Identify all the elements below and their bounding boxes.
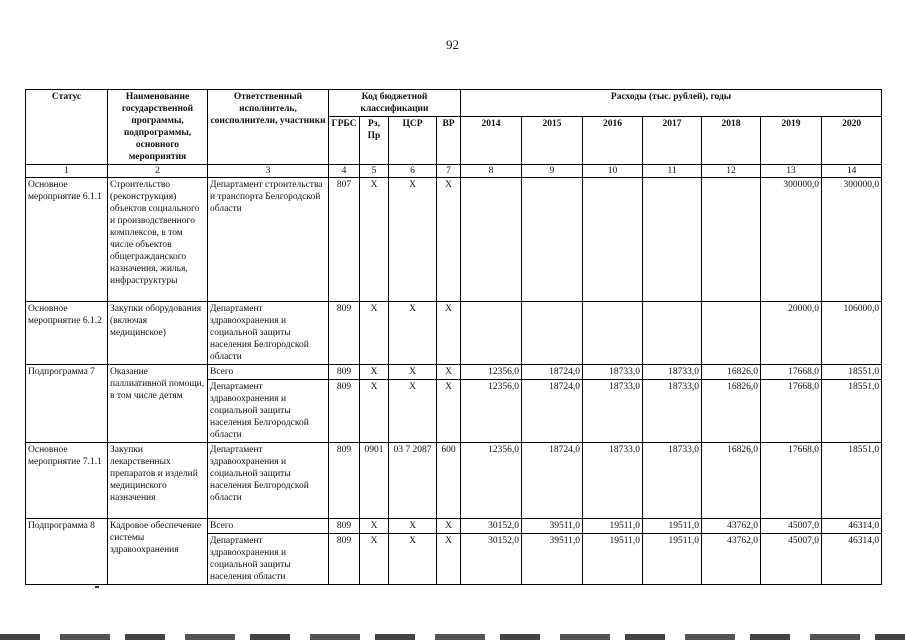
row-csr: X [389, 534, 437, 585]
row-vr: 600 [437, 443, 461, 519]
row-status: Основное мероприятие 6.1.2 [26, 302, 108, 365]
row-grbs: 809 [329, 534, 360, 585]
row-value: 17668,0 [761, 380, 822, 443]
row-value: 19511,0 [583, 519, 643, 534]
row-value: 17668,0 [761, 365, 822, 380]
row-value: 18724,0 [522, 380, 583, 443]
row-value: 16826,0 [702, 380, 761, 443]
col-number: 8 [461, 165, 522, 178]
row-rz: X [360, 534, 389, 585]
row-name: Кадровое обеспечение системы здравоохранения [108, 519, 208, 585]
row-executor: Департамент здравоохранения и социальной защиты населения области [208, 534, 329, 585]
row-name: Оказание паллиативной помощи, в том числе детям [108, 365, 208, 443]
row-executor: Департамент здравоохранения и социальной защиты населения Белгородской области [208, 380, 329, 443]
table-row [26, 443, 882, 519]
col-number: 6 [389, 165, 437, 178]
row-value: 18551,0 [822, 443, 882, 519]
header-budget-code: Код бюджетной классификации [329, 90, 461, 117]
row-name: Строительство (реконструкция) объектов социального и производственного комплексов, в том числе объектов общегражданского назначения, жилья, инфраструктуры [108, 178, 208, 302]
header-year: 2019 [761, 117, 822, 165]
row-csr: X [389, 302, 437, 365]
row-value: 300000,0 [761, 178, 822, 302]
col-number: 7 [437, 165, 461, 178]
row-value: 18724,0 [522, 365, 583, 380]
budget-table [25, 89, 882, 585]
row-value: 16826,0 [702, 443, 761, 519]
row-csr: X [389, 178, 437, 302]
row-value [702, 302, 761, 365]
header-vr: ВР [437, 117, 461, 165]
row-vr: X [437, 380, 461, 443]
row-value: 18733,0 [583, 365, 643, 380]
scan-artifact-line [0, 634, 905, 640]
row-value [702, 178, 761, 302]
table-row [26, 178, 882, 302]
header-year: 2014 [461, 117, 522, 165]
header-year: 2016 [583, 117, 643, 165]
row-status: Основное мероприятие 6.1.1 [26, 178, 108, 302]
col-number: 14 [822, 165, 882, 178]
row-value: 18551,0 [822, 365, 882, 380]
header-year: 2017 [643, 117, 702, 165]
table-row-total [26, 519, 882, 534]
header-expenses: Расходы (тыс. рублей), годы [461, 90, 882, 117]
header-executor: Ответственный исполнитель, соисполнители, участники [208, 90, 329, 165]
row-total-label: Всего [208, 365, 329, 380]
row-status: Основное мероприятие 7.1.1 [26, 443, 108, 519]
row-csr: 03 7 2087 [389, 443, 437, 519]
row-vr: X [437, 519, 461, 534]
row-value [583, 302, 643, 365]
col-number: 2 [108, 165, 208, 178]
row-rz: 0901 [360, 443, 389, 519]
row-value: 45007,0 [761, 519, 822, 534]
row-rz: X [360, 519, 389, 534]
row-value: 19511,0 [643, 534, 702, 585]
header-grbs: ГРБС [329, 117, 360, 165]
row-vr: X [437, 178, 461, 302]
row-grbs: 809 [329, 365, 360, 380]
col-number: 4 [329, 165, 360, 178]
row-csr: X [389, 365, 437, 380]
header-name: Наименование государственной программы, подпрограммы, основного мероприятия [108, 90, 208, 165]
row-value: 12356,0 [461, 380, 522, 443]
row-value: 43762,0 [702, 534, 761, 585]
column-number-row [26, 165, 882, 178]
header-row-1 [26, 90, 882, 117]
row-vr: X [437, 534, 461, 585]
header-rz-pr: Рз, Пр [360, 117, 389, 165]
row-value: 18724,0 [522, 443, 583, 519]
row-value [522, 302, 583, 365]
row-executor: Департамент строительства и транспорта Белгородской области [208, 178, 329, 302]
row-rz: X [360, 365, 389, 380]
header-status: Статус [26, 90, 108, 165]
row-vr: X [437, 302, 461, 365]
row-grbs: 809 [329, 443, 360, 519]
row-value: 30152,0 [461, 534, 522, 585]
row-value: 39511,0 [522, 534, 583, 585]
header-year: 2020 [822, 117, 882, 165]
row-value [522, 178, 583, 302]
row-status: Подпрограмма 8 [26, 519, 108, 585]
scan-artifact-mark [95, 586, 99, 588]
header-year: 2015 [522, 117, 583, 165]
row-value: 43762,0 [702, 519, 761, 534]
row-total-label: Всего [208, 519, 329, 534]
row-value: 30152,0 [461, 519, 522, 534]
row-status: Подпрограмма 7 [26, 365, 108, 443]
row-value: 106000,0 [822, 302, 882, 365]
row-value: 46314,0 [822, 519, 882, 534]
row-value: 17668,0 [761, 443, 822, 519]
row-executor: Департамент здравоохранения и социальной защиты населения Белгородской области [208, 302, 329, 365]
row-vr: X [437, 365, 461, 380]
row-grbs: 809 [329, 519, 360, 534]
col-number: 3 [208, 165, 329, 178]
header-year: 2018 [702, 117, 761, 165]
row-value: 46314,0 [822, 534, 882, 585]
row-value: 19511,0 [583, 534, 643, 585]
row-value: 39511,0 [522, 519, 583, 534]
row-value: 12356,0 [461, 443, 522, 519]
col-number: 13 [761, 165, 822, 178]
col-number: 5 [360, 165, 389, 178]
col-number: 1 [26, 165, 108, 178]
row-value: 45007,0 [761, 534, 822, 585]
col-number: 9 [522, 165, 583, 178]
table-row [26, 302, 882, 365]
row-value [643, 302, 702, 365]
row-value: 12356,0 [461, 365, 522, 380]
row-name: Закупки лекарственных препаратов и изделий медицинского назначения [108, 443, 208, 519]
row-value: 16826,0 [702, 365, 761, 380]
col-number: 12 [702, 165, 761, 178]
col-number: 11 [643, 165, 702, 178]
row-executor: Департамент здравоохранения и социальной защиты населения Белгородской области [208, 443, 329, 519]
row-value: 18733,0 [583, 380, 643, 443]
row-value [461, 178, 522, 302]
row-value: 18733,0 [643, 443, 702, 519]
row-value: 20000,0 [761, 302, 822, 365]
header-csr: ЦСР [389, 117, 437, 165]
row-rz: X [360, 178, 389, 302]
col-number: 10 [583, 165, 643, 178]
row-value: 19511,0 [643, 519, 702, 534]
row-csr: X [389, 380, 437, 443]
row-value [461, 302, 522, 365]
row-value: 18551,0 [822, 380, 882, 443]
row-name: Закупки оборудования (включая медицинское) [108, 302, 208, 365]
row-rz: X [360, 302, 389, 365]
row-grbs: 807 [329, 178, 360, 302]
row-csr: X [389, 519, 437, 534]
row-grbs: 809 [329, 380, 360, 443]
row-value: 18733,0 [583, 443, 643, 519]
row-value: 18733,0 [643, 380, 702, 443]
row-rz: X [360, 380, 389, 443]
row-value: 300000,0 [822, 178, 882, 302]
row-value [583, 178, 643, 302]
page-number: 92 [446, 37, 459, 52]
table-row-total [26, 365, 882, 380]
row-value [643, 178, 702, 302]
row-value: 18733,0 [643, 365, 702, 380]
row-grbs: 809 [329, 302, 360, 365]
